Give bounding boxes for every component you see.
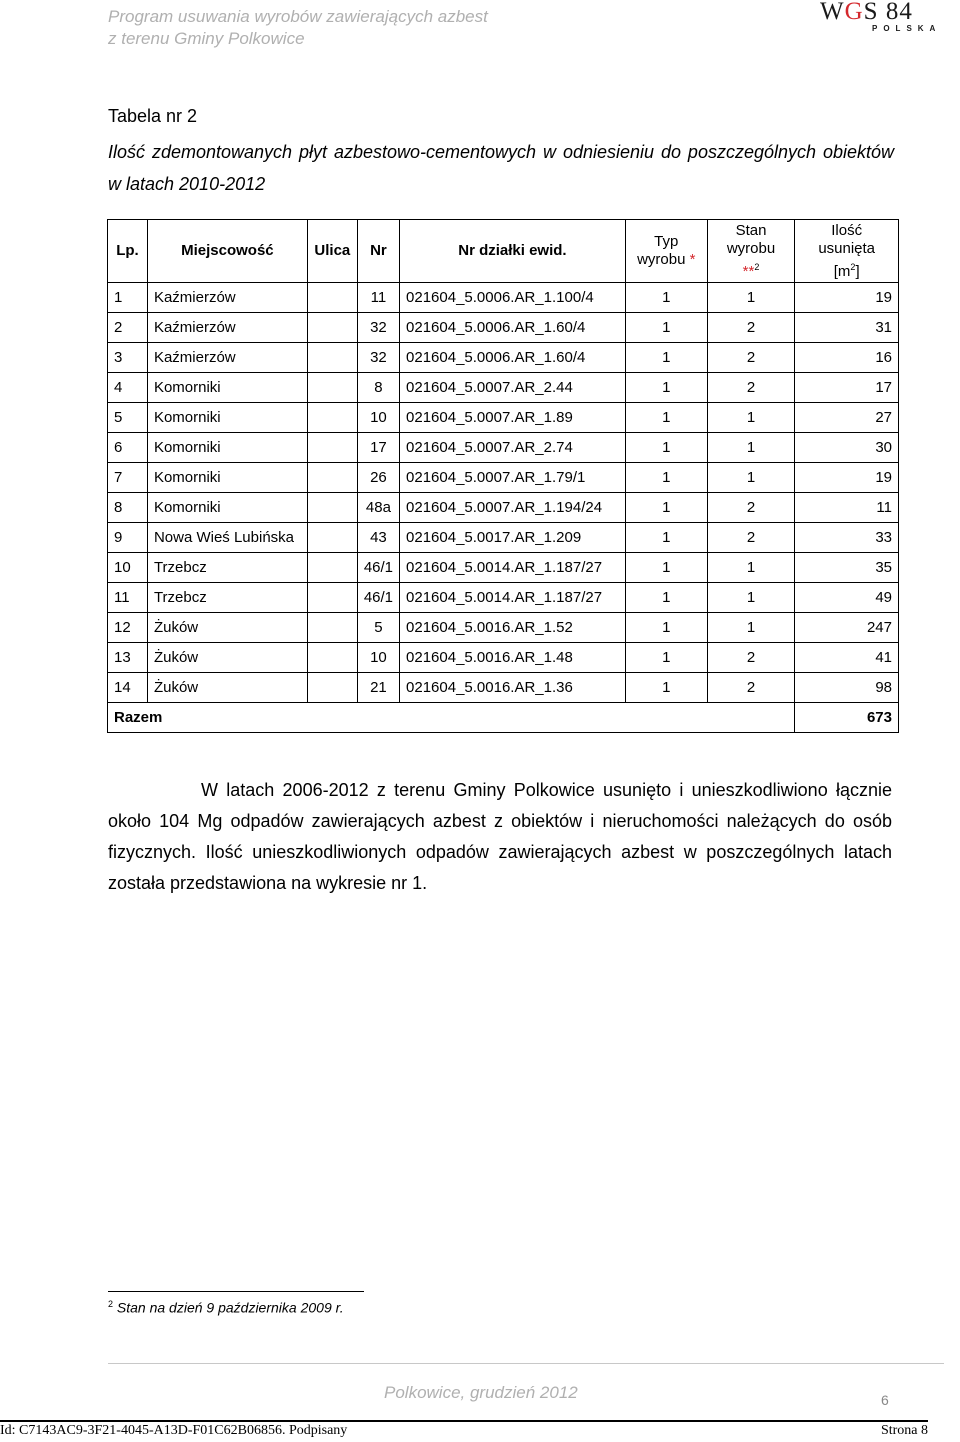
cell-nr: 11 <box>357 283 399 313</box>
cell-typ: 1 <box>625 433 707 463</box>
cell-lp: 1 <box>108 283 148 313</box>
asbestos-removal-table <box>107 219 899 733</box>
cell-nr: 32 <box>357 313 399 343</box>
cell-ulica <box>307 373 357 403</box>
header-ulica: Ulica <box>307 220 357 283</box>
cell-lp: 7 <box>108 463 148 493</box>
cell-stan: 2 <box>707 523 795 553</box>
cell-stan: 1 <box>707 613 795 643</box>
table-row <box>108 283 899 313</box>
cell-miejscowosc: Nowa Wieś Lubińska <box>147 523 307 553</box>
cell-miejscowosc: Komorniki <box>147 433 307 463</box>
cell-ilosc: 11 <box>795 493 899 523</box>
cell-lp: 14 <box>108 673 148 703</box>
cell-lp: 5 <box>108 403 148 433</box>
cell-lp: 10 <box>108 553 148 583</box>
running-header-line1: Program usuwania wyrobów zawierających azbest <box>108 7 488 26</box>
table-row <box>108 343 899 373</box>
total-value: 673 <box>795 703 899 733</box>
header-nr: Nr <box>357 220 399 283</box>
footnote-number: 2 <box>108 1299 114 1309</box>
table-caption: Ilość zdemontowanych płyt azbestowo-cementowych w odniesieniu do poszczególnych obiektów w latach 2010-2012 <box>108 142 894 194</box>
cell-lp: 9 <box>108 523 148 553</box>
table-row <box>108 403 899 433</box>
cell-lp: 6 <box>108 433 148 463</box>
company-logo <box>820 0 940 34</box>
table-row <box>108 553 899 583</box>
cell-ulica <box>307 463 357 493</box>
cell-typ: 1 <box>625 493 707 523</box>
table-row <box>108 463 899 493</box>
cell-miejscowosc: Kaźmierzów <box>147 313 307 343</box>
header-lp: Lp. <box>108 220 148 283</box>
cell-ilosc: 17 <box>795 373 899 403</box>
footnote-text: Stan na dzień 9 października 2009 r. <box>116 1299 344 1316</box>
table-row <box>108 583 899 613</box>
header-typ: Typ wyrobu * <box>625 220 707 283</box>
cell-ilosc: 41 <box>795 643 899 673</box>
cell-dzialka: 021604_5.0007.AR_2.44 <box>400 373 626 403</box>
cell-dzialka: 021604_5.0016.AR_1.36 <box>400 673 626 703</box>
cell-lp: 4 <box>108 373 148 403</box>
header-miejscowosc: Miejscowość <box>147 220 307 283</box>
cell-ilosc: 98 <box>795 673 899 703</box>
cell-nr: 17 <box>357 433 399 463</box>
cell-typ: 1 <box>625 583 707 613</box>
cell-typ: 1 <box>625 313 707 343</box>
cell-miejscowosc: Kaźmierzów <box>147 343 307 373</box>
cell-miejscowosc: Żuków <box>147 613 307 643</box>
logo-subtitle: POLSKA <box>872 24 942 33</box>
footnote <box>108 1299 344 1316</box>
cell-ilosc: 33 <box>795 523 899 553</box>
cell-typ: 1 <box>625 553 707 583</box>
footer-divider <box>108 1363 944 1364</box>
table-row <box>108 373 899 403</box>
header-stan: Stan wyrobu **$^2$ <box>707 220 795 283</box>
cell-ulica <box>307 553 357 583</box>
cell-miejscowosc: Trzebcz <box>147 583 307 613</box>
table-row <box>108 433 899 463</box>
cell-miejscowosc: Żuków <box>147 673 307 703</box>
cell-ilosc: 27 <box>795 403 899 433</box>
cell-typ: 1 <box>625 613 707 643</box>
cell-stan: 1 <box>707 433 795 463</box>
table-row <box>108 643 899 673</box>
cell-nr: 48a <box>357 493 399 523</box>
cell-stan: 2 <box>707 313 795 343</box>
cell-ilosc: 16 <box>795 343 899 373</box>
cell-dzialka: 021604_5.0016.AR_1.48 <box>400 643 626 673</box>
cell-typ: 1 <box>625 643 707 673</box>
cell-ulica <box>307 283 357 313</box>
cell-lp: 2 <box>108 313 148 343</box>
cell-ilosc: 49 <box>795 583 899 613</box>
cell-ilosc: 247 <box>795 613 899 643</box>
cell-typ: 1 <box>625 463 707 493</box>
cell-miejscowosc: Komorniki <box>147 493 307 523</box>
footnote-divider <box>108 1291 364 1292</box>
cell-nr: 32 <box>357 343 399 373</box>
table-row <box>108 523 899 553</box>
cell-stan: 2 <box>707 493 795 523</box>
cell-ulica <box>307 403 357 433</box>
cell-ulica <box>307 493 357 523</box>
cell-dzialka: 021604_5.0007.AR_2.74 <box>400 433 626 463</box>
cell-lp: 13 <box>108 643 148 673</box>
running-header-line2: z terenu Gminy Polkowice <box>108 29 305 48</box>
cell-dzialka: 021604_5.0014.AR_1.187/27 <box>400 553 626 583</box>
cell-nr: 8 <box>357 373 399 403</box>
cell-dzialka: 021604_5.0014.AR_1.187/27 <box>400 583 626 613</box>
cell-dzialka: 021604_5.0007.AR_1.79/1 <box>400 463 626 493</box>
cell-stan: 1 <box>707 583 795 613</box>
page-label: Strona 8 <box>880 1423 928 1438</box>
cell-lp: 11 <box>108 583 148 613</box>
cell-stan: 2 <box>707 673 795 703</box>
cell-lp: 12 <box>108 613 148 643</box>
cell-typ: 1 <box>625 523 707 553</box>
cell-stan: 2 <box>707 643 795 673</box>
cell-nr: 46/1 <box>357 583 399 613</box>
cell-nr: 21 <box>357 673 399 703</box>
cell-typ: 1 <box>625 373 707 403</box>
cell-dzialka: 021604_5.0006.AR_1.60/4 <box>400 343 626 373</box>
cell-miejscowosc: Żuków <box>147 643 307 673</box>
cell-dzialka: 021604_5.0017.AR_1.209 <box>400 523 626 553</box>
cell-miejscowosc: Trzebcz <box>147 553 307 583</box>
cell-dzialka: 021604_5.0007.AR_1.194/24 <box>400 493 626 523</box>
summary-text: W latach 2006-2012 z terenu Gminy Polkowice usunięto i unieszkodliwiono łącznie około 104 Mg odpadów zawierających azbest z obiektów i nieruchomości należących do osób fizycznych. Ilość unieszkodliwionych odpadów zawierających azbest w poszczególnych latach została przedstawiona na wykresie nr 1. <box>108 780 892 893</box>
cell-ilosc: 35 <box>795 553 899 583</box>
cell-dzialka: 021604_5.0006.AR_1.100/4 <box>400 283 626 313</box>
running-header <box>108 6 488 50</box>
cell-nr: 43 <box>357 523 399 553</box>
table-header-row <box>108 220 899 283</box>
table-row <box>108 673 899 703</box>
cell-ilosc: 19 <box>795 283 899 313</box>
header-ilosc: Ilość usunięta $[m^2]$ <box>795 220 899 283</box>
cell-typ: 1 <box>625 673 707 703</box>
table-row <box>108 613 899 643</box>
cell-ulica <box>307 613 357 643</box>
cell-stan: 1 <box>707 463 795 493</box>
cell-ulica <box>307 313 357 343</box>
cell-miejscowosc: Komorniki <box>147 403 307 433</box>
cell-dzialka: 021604_5.0007.AR_1.89 <box>400 403 626 433</box>
cell-stan: 1 <box>707 553 795 583</box>
cell-dzialka: 021604_5.0016.AR_1.52 <box>400 613 626 643</box>
cell-ulica <box>307 583 357 613</box>
cell-lp: 8 <box>108 493 148 523</box>
cell-nr: 10 <box>357 403 399 433</box>
cell-ulica <box>307 643 357 673</box>
cell-typ: 1 <box>625 343 707 373</box>
summary-paragraph <box>108 775 892 899</box>
cell-stan: 1 <box>707 283 795 313</box>
cell-nr: 10 <box>357 643 399 673</box>
cell-typ: 1 <box>625 283 707 313</box>
cell-stan: 2 <box>707 343 795 373</box>
cell-stan: 1 <box>707 403 795 433</box>
cell-stan: 2 <box>707 373 795 403</box>
cell-nr: 5 <box>357 613 399 643</box>
cell-ulica <box>307 673 357 703</box>
cell-ilosc: 30 <box>795 433 899 463</box>
total-label: Razem <box>108 703 795 733</box>
cell-miejscowosc: Komorniki <box>147 463 307 493</box>
cell-ilosc: 19 <box>795 463 899 493</box>
cell-miejscowosc: Kaźmierzów <box>147 283 307 313</box>
table-row <box>108 313 899 343</box>
table-row <box>108 493 899 523</box>
cell-ilosc: 31 <box>795 313 899 343</box>
cell-typ: 1 <box>625 403 707 433</box>
document-id: Id: C7143AC9-3F21-4045-A13D-F01C62B06856. Podpisany <box>0 1423 348 1438</box>
cell-nr: 46/1 <box>357 553 399 583</box>
cell-ulica <box>307 343 357 373</box>
cell-ulica <box>307 523 357 553</box>
cell-dzialka: 021604_5.0006.AR_1.60/4 <box>400 313 626 343</box>
cell-ulica <box>307 433 357 463</box>
document-id-bar <box>0 1420 928 1442</box>
cell-nr: 26 <box>357 463 399 493</box>
cell-lp: 3 <box>108 343 148 373</box>
footer-page-number: 6 <box>881 1392 889 1408</box>
table-total-row <box>108 703 899 733</box>
cell-miejscowosc: Komorniki <box>147 373 307 403</box>
logo-wordmark: WGS 84 <box>820 0 913 25</box>
header-dzialka: Nr działki ewid. <box>400 220 626 283</box>
footer-place-date: Polkowice, grudzień 2012 <box>384 1383 578 1402</box>
table-label: Tabela nr 2 <box>108 106 198 126</box>
